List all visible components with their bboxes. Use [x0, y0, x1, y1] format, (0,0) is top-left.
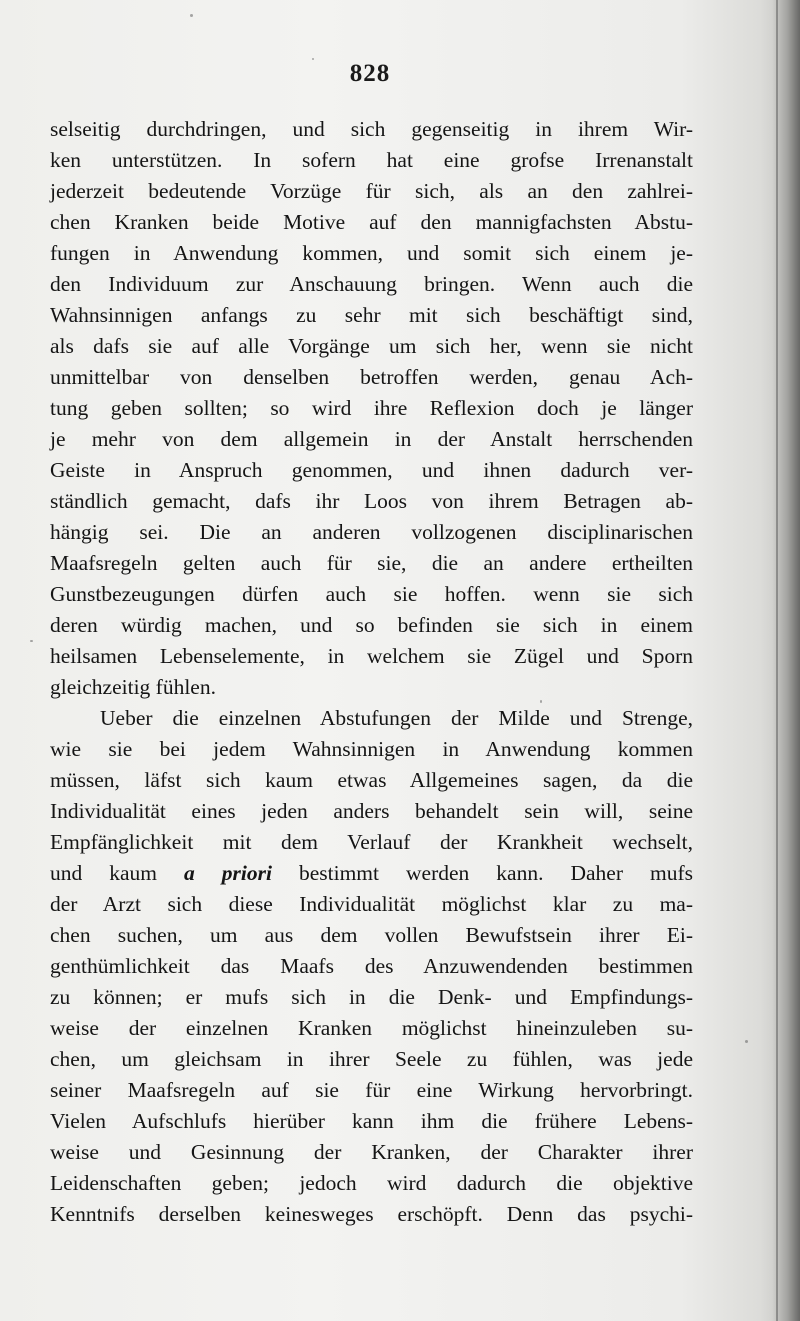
text-line: Maafsregeln gelten auch für sie, die an andere ertheilten: [50, 551, 693, 575]
paragraph-start-line: Ueber die einzelnen Abstufungen der Milde und Strenge,: [100, 706, 693, 730]
text-line: hängig sei. Die an anderen vollzogenen disciplinarischen: [50, 520, 693, 544]
text-line: fungen in Anwendung kommen, und somit sich einem je-: [50, 241, 693, 265]
text-line: Geiste in Anspruch genommen, und ihnen dadurch ver-: [50, 458, 693, 482]
paragraph-end-line: gleichzeitig fühlen.: [50, 675, 216, 699]
paper-speck: [540, 700, 542, 703]
text-line: weise und Gesinnung der Kranken, der Charakter ihrer: [50, 1140, 693, 1164]
text-line-with-emphasis: [50, 858, 693, 889]
text-line: Leidenschaften geben; jedoch wird dadurch die objektive: [50, 1171, 693, 1195]
text-line: müssen, läfst sich kaum etwas Allgemeines sagen, da die: [50, 768, 693, 792]
paper-speck: [312, 58, 314, 60]
text-run: bestimmt werden kann. Daher mufs: [271, 861, 693, 885]
text-line: Individualität eines jeden anders behandelt sein will, seine: [50, 799, 693, 823]
text-line: der Arzt sich diese Individualität möglichst klar zu ma-: [50, 892, 693, 916]
text-line: ständlich gemacht, dafs ihr Loos von ihrem Betragen ab-: [50, 489, 693, 513]
paper-speck: [190, 14, 193, 17]
text-line: chen Kranken beide Motive auf den mannigfachsten Abstu-: [50, 210, 693, 234]
text-line: Wahnsinnigen anfangs zu sehr mit sich beschäftigt sind,: [50, 303, 693, 327]
text-line: den Individuum zur Anschauung bringen. Wenn auch die: [50, 272, 693, 296]
text-run: und kaum: [50, 861, 185, 885]
text-line: je mehr von dem allgemein in der Anstalt herrschenden: [50, 427, 693, 451]
text-line: seiner Maafsregeln auf sie für eine Wirkung hervorbringt.: [50, 1078, 693, 1102]
text-line: selseitig durchdringen, und sich gegenseitig in ihrem Wir-: [50, 117, 693, 141]
text-line: chen suchen, um aus dem vollen Bewufstsein ihrer Ei-: [50, 923, 693, 947]
text-line: wie sie bei jedem Wahnsinnigen in Anwendung kommen: [50, 737, 693, 761]
body-text: [50, 114, 693, 1230]
emphasized-phrase: a priori: [184, 861, 272, 885]
text-line: zu können; er mufs sich in die Denk- und Empfindungs-: [50, 985, 693, 1009]
paper-speck: [745, 1040, 748, 1043]
paper-speck: [30, 640, 33, 642]
text-line: deren würdig machen, und so befinden sie sich in einem: [50, 613, 693, 637]
text-line: Kenntnifs derselben keinesweges erschöpft. Denn das psychi-: [50, 1202, 693, 1226]
text-line: ken unterstützen. In sofern hat eine grofse Irrenanstalt: [50, 148, 693, 172]
text-line: heilsamen Lebenselemente, in welchem sie Zügel und Sporn: [50, 644, 693, 668]
page-binding-edge: [776, 0, 778, 1321]
text-line: Empfänglichkeit mit dem Verlauf der Krankheit wechselt,: [50, 830, 693, 854]
text-line: genthümlichkeit das Maafs des Anzuwendenden bestimmen: [50, 954, 693, 978]
text-line: Vielen Aufschlufs hierüber kann ihm die frühere Lebens-: [50, 1109, 693, 1133]
text-line: Gunstbezeugungen dürfen auch sie hoffen. wenn sie sich: [50, 582, 693, 606]
text-line: chen, um gleichsam in ihrer Seele zu fühlen, was jede: [50, 1047, 693, 1071]
page-number: 828: [349, 60, 391, 87]
text-line: unmittelbar von denselben betroffen werden, genau Ach-: [50, 365, 693, 389]
text-line: jederzeit bedeutende Vorzüge für sich, als an den zahlrei-: [50, 179, 693, 203]
text-line: tung geben sollten; so wird ihre Reflexion doch je länger: [50, 396, 693, 420]
text-line: weise der einzelnen Kranken möglichst hineinzuleben su-: [50, 1016, 693, 1040]
text-line: als dafs sie auf alle Vorgänge um sich her, wenn sie nicht: [50, 334, 693, 358]
